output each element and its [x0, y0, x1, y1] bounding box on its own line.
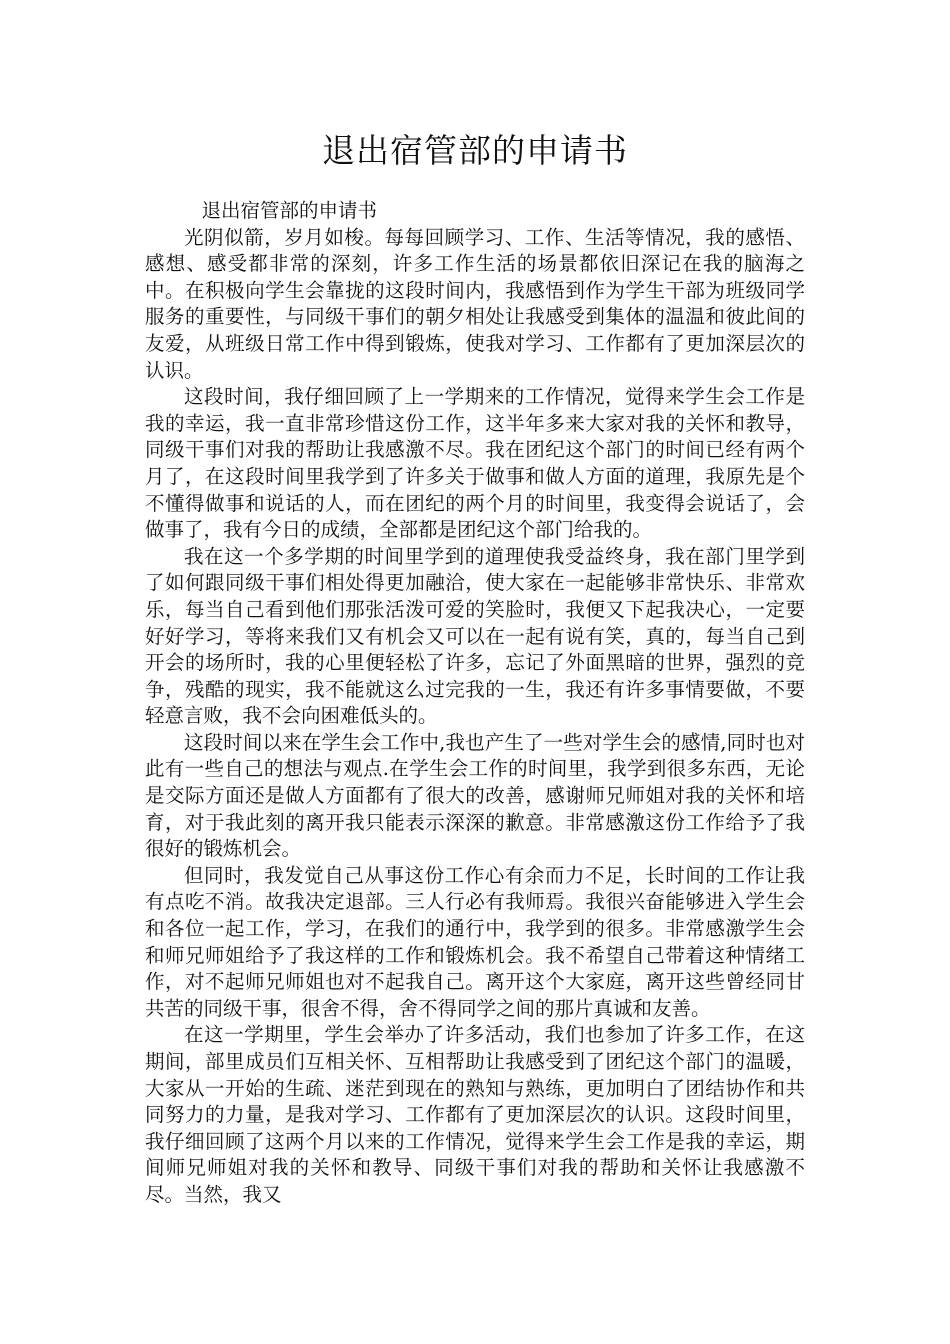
paragraph-4: 这段时间以来在学生会工作中,我也产生了一些对学生会的感情,同时也对此有一些自己的想法与观点.在学生会工作的时间里，我学到很多东西，无论是交际方面还是做人方面都有了很大的改善，感谢师兄师姐对我的关怀和培育，对于我此刻的离开我只能表示深深的歉意。非常感激这份工作给予了我很好的锻炼机会。	[145, 730, 805, 861]
paragraph-2: 这段时间，我仔细回顾了上一学期来的工作情况，觉得来学生会工作是我的幸运，我一直非常珍惜这份工作，这半年多来大家对我的关怀和教导，同级干事们对我的帮助让我感激不尽。我在团纪这个部门的时间已经有两个月了，在这段时间里我学到了许多关于做事和做人方面的道理，我原先是个不懂得做事和说话的人，而在团纪的两个月的时间里，我变得会说话了，会做事了，我有今日的成绩，全部都是团纪这个部门给我的。	[145, 385, 805, 542]
paragraph-3: 我在这一个多学期的时间里学到的道理使我受益终身，我在部门里学到了如何跟同级干事们相处得更加融洽，使大家在一起能够非常快乐、非常欢乐，每当自己看到他们那张活泼可爱的笑脸时，我便又下起我决心，一定要好好学习，等将来我们又有机会又可以在一起有说有笑，真的，每当自己到开会的场所时，我的心里便轻松了许多，忘记了外面黑暗的世界，强烈的竞争，残酷的现实，我不能就这么过完我的一生，我还有许多事情要做，不要轻意言败，我不会向困难低头的。	[145, 544, 805, 728]
paragraph-1: 光阴似箭，岁月如梭。每每回顾学习、工作、生活等情况，我的感悟、感想、感受都非常的深刻，许多工作生活的场景都依旧深记在我的脑海之中。在积极向学生会靠拢的这段时间内，我感悟到作为学生干部为班级同学服务的重要性，与同级干事们的朝夕相处让我感受到集体的温温和彼此间的友爱，从班级日常工作中得到锻炼，使我对学习、工作都有了更加深层次的认识。	[145, 225, 805, 382]
document-title: 退出宿管部的申请书	[322, 131, 628, 170]
document-body	[145, 198, 805, 1209]
paragraph-5: 但同时，我发觉自己从事这份工作心有余而力不足，长时间的工作让我有点吃不消。故我决定退部。三人行必有我师焉。我很兴奋能够进入学生会和各位一起工作，学习，在我们的通行中，我学到的很多。非常感激学生会和师兄师姐给予了我这样的工作和锻炼机会。我不希望自己带着这种情绪工作，对不起师兄师姐也对不起我自己。离开这个大家庭，离开这些曾经同甘共苦的同级干事，很舍不得，舍不得同学之间的那片真诚和友善。	[145, 863, 805, 1020]
document-subtitle: 退出宿管部的申请书	[201, 199, 378, 222]
paragraph-6: 在这一学期里，学生会举办了许多活动，我们也参加了许多工作，在这期间，部里成员们互相关怀、互相帮助让我感受到了团纪这个部门的温暖，大家从一开始的生疏、迷茫到现在的熟知与熟练，更加明白了团结协作和共同努力的力量，是我对学习、工作都有了更加深层次的认识。这段时间里，我仔细回顾了这两个月以来的工作情况，觉得来学生会工作是我的幸运，期间师兄师姐对我的关怀和教导、同级干事们对我的帮助和关怀让我感激不尽。当然，我又	[145, 1023, 805, 1206]
